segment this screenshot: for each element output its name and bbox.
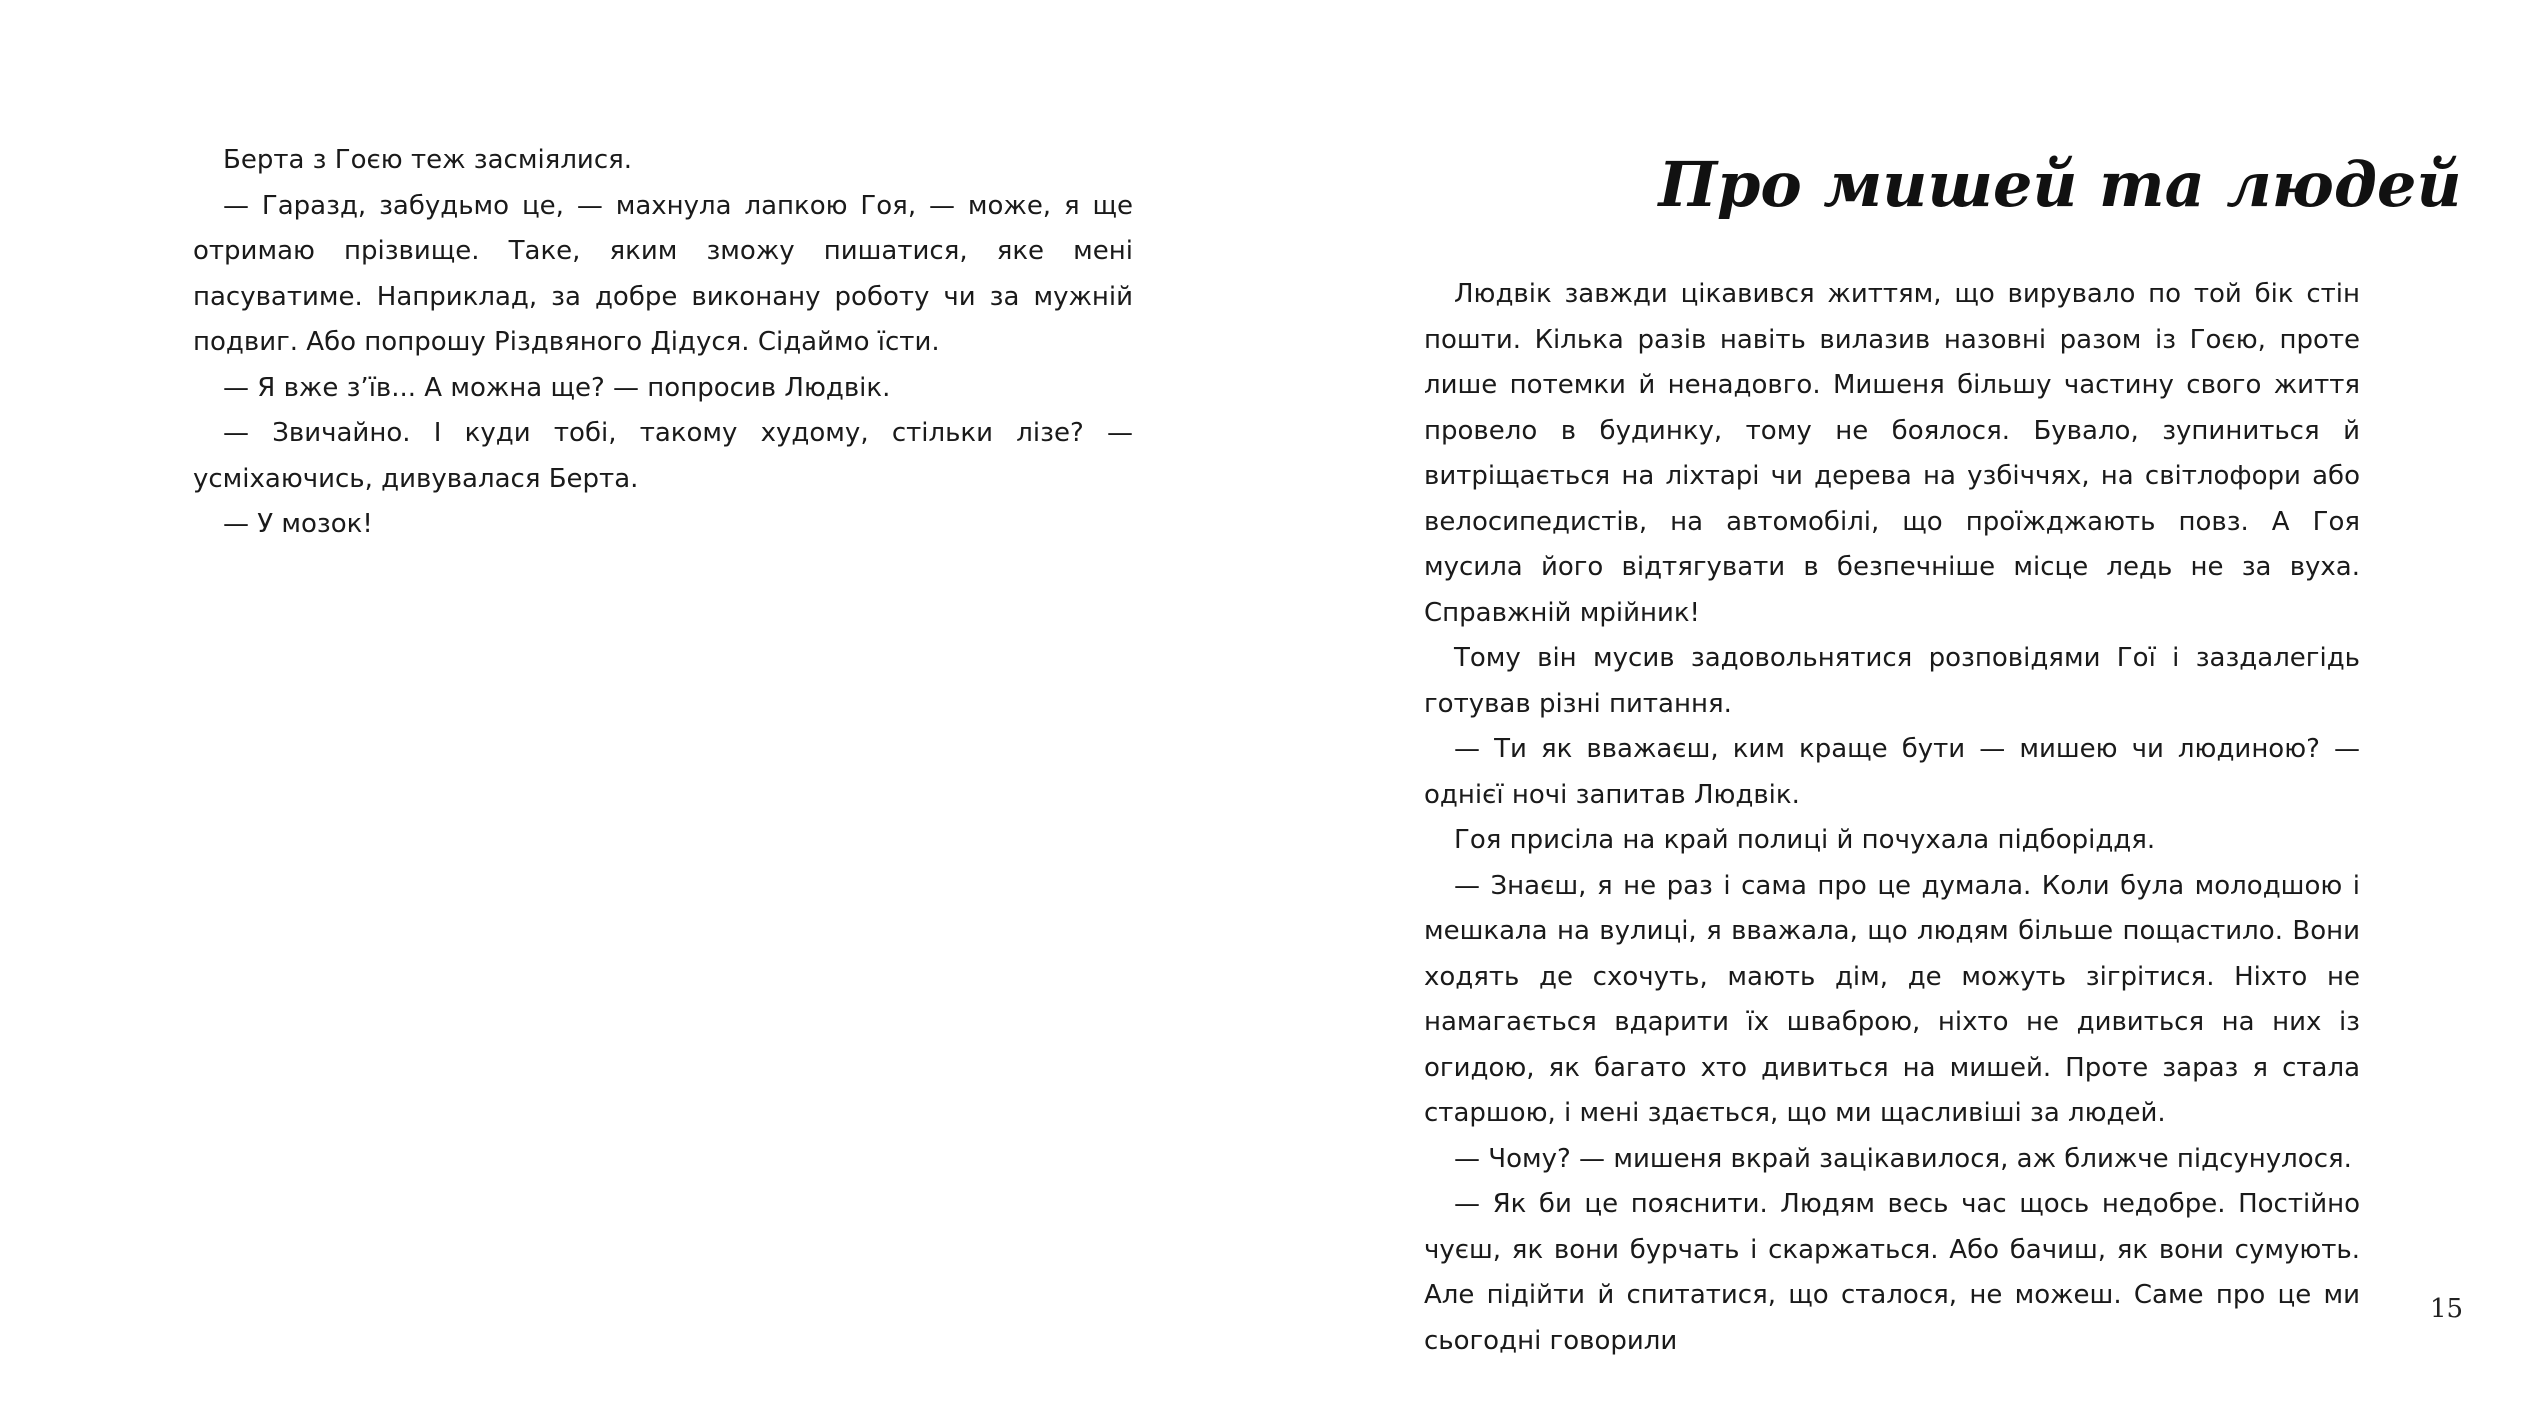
paragraph: — Ти як вважаєш, ким краще бути — мишею чи людиною? — однієї ночі запитав Людвік. <box>1424 734 2360 810</box>
paragraph: — Я вже з’їв... А можна ще? — попросив Людвік. <box>223 372 891 403</box>
right-page <box>1270 0 2540 1418</box>
paragraph: — Чому? — мишеня вкрай зацікавилося, аж ближче підсунулося. <box>1454 1143 2352 1174</box>
paragraph: Тому він мусив задовольнятися розповідями Гої і заздалегідь готував різні питання. <box>1424 643 2360 719</box>
paragraph: — Як би це пояснити. Людям весь час щось недобре. Постійно чуєш, як вони бурчать і скаржаться. Або бачиш, як вони сумують. Але підійти й спитатися, що сталося, не можеш. Саме про це ми сьогодні говорили <box>1424 1189 2360 1356</box>
paragraph: — Гаразд, забудьмо це, — махнула лапкою Гоя, — може, я ще отримаю прізвище. Таке, яким зможу пишатися, яке мені пасуватиме. Наприклад, за добре виконану роботу чи за мужній подвиг. Або попрошу Різдвяного Дідуся. Сідаймо їсти. <box>193 190 1133 357</box>
paragraph: — Знаєш, я не раз і сама про це думала. Коли була молодшою і мешкала на вулиці, я вважала, що людям більше пощастило. Вони ходять де схочуть, мають дім, де можуть зігрітися. Ніхто не намагається вдарити їх шваброю, ніхто не дивиться на них із огидою, як багато хто дивиться на мишей. Проте зараз я стала старшою, і мені здається, що ми щасливіші за людей. <box>1424 870 2360 1128</box>
right-page-text <box>1424 272 2360 1364</box>
page-number: 15 <box>2430 1294 2464 1324</box>
paragraph: — Звичайно. І куди тобі, такому худому, стільки лізе? — усміхаючись, дивувалася Берта. <box>193 418 1133 494</box>
paragraph: Людвік завжди цікавився життям, що вирувало по той бік стін пошти. Кілька разів навіть вилазив назовні разом із Гоєю, проте лише потемки й ненадовго. Мишеня більшу частину свого життя провело в будинку, тому не боялося. Бувало, зупиниться й витріщається на ліхтарі чи дерева на узбіччях, на світлофори або велосипедистів, на автомобілі, що проїжджають повз. А Гоя мусила його відтягувати в безпечніше місце ледь не за вуха. Справжній мрійник! <box>1424 279 2360 628</box>
chapter-title: Про мишей та людей <box>1658 148 2462 221</box>
paragraph: — У мозок! <box>223 509 373 539</box>
paragraph: Гоя присіла на край полиці й почухала підборіддя. <box>1454 825 2156 855</box>
paragraph: Берта з Гоєю теж засміялися. <box>223 145 633 175</box>
